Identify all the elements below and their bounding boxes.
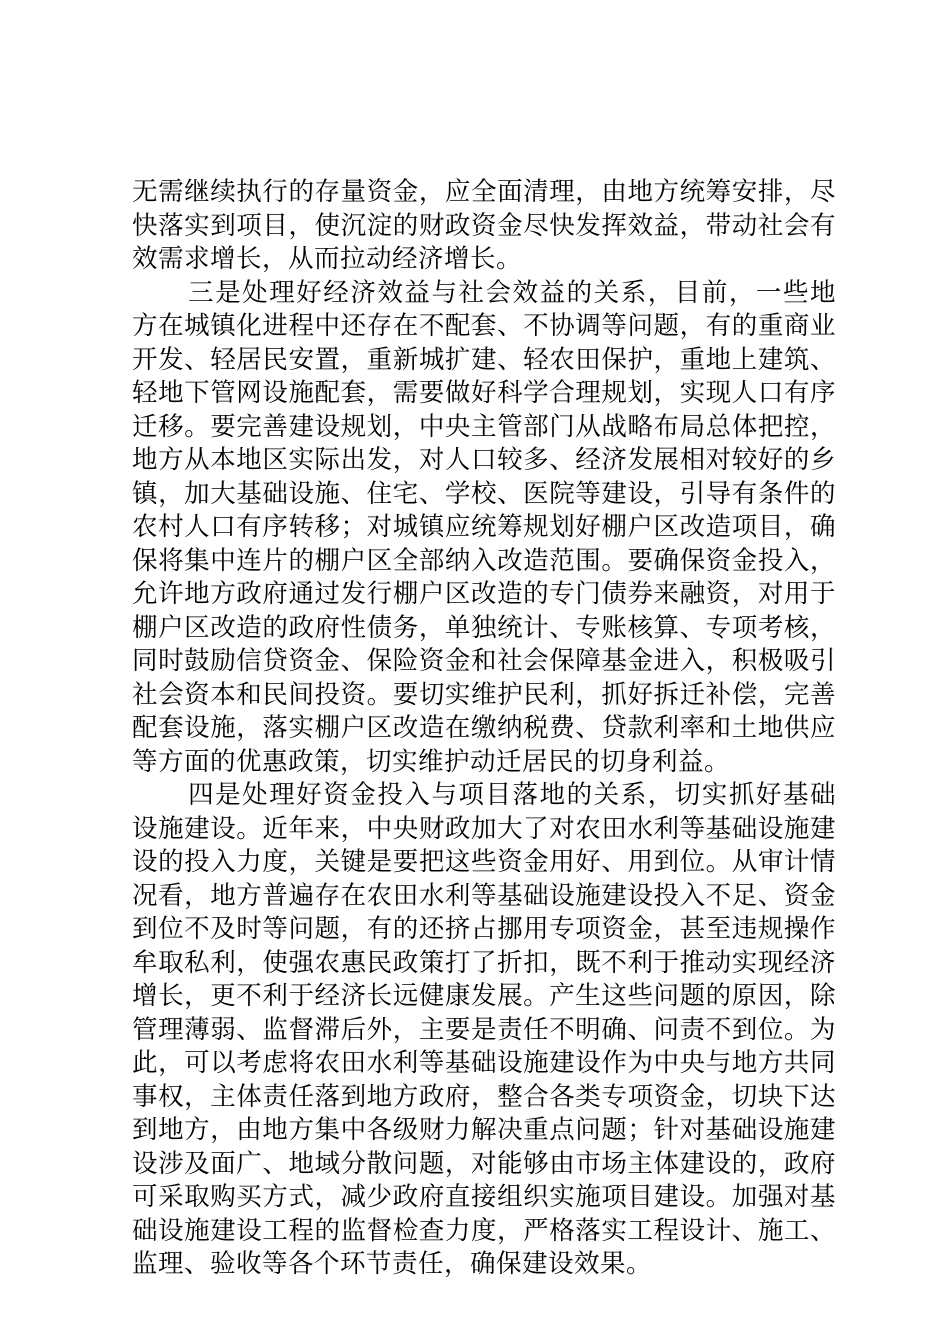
paragraph-three: 三是处理好经济效益与社会效益的关系，目前，一些地方在城镇化进程中还存在不配套、不协调等问题，有的重商业开发、轻居民安置，重新城扩建、轻农田保护，重地上建筑、轻地下管网设施配套，需要做好科学合理规划，实现人口有序迁移。要完善建设规划，中央主管部门从战略布局总体把控，地方从本地区实际出发，对人口较多、经济发展相对较好的乡镇，加大基础设施、住宅、学校、医院等建设，引导有条件的农村人口有序转移；对城镇应统筹规划好棚户区改造项目，确保将集中连片的棚户区全部纳入改造范围。要确保资金投入，允许地方政府通过发行棚户区改造的专门债券来融资，对用于棚户区改造的政府性债务，单独统计、专账核算、专项考核，同时鼓励信贷资金、保险资金和社会保障基金进入，积极吸引社会资本和民间投资。要切实维护民利，抓好拆迁补偿，完善配套设施，落实棚户区改造在缴纳税费、贷款利率和土地供应等方面的优惠政策，切实维护动迁居民的切身利益。 bbox=[132, 277, 836, 777]
document-body bbox=[132, 176, 836, 1282]
paragraph-continuation: 无需继续执行的存量资金，应全面清理，由地方统筹安排，尽快落实到项目，使沉淀的财政资金尽快发挥效益，带动社会有效需求增长，从而拉动经济增长。 bbox=[132, 177, 836, 274]
paragraph-four: 四是处理好资金投入与项目落地的关系，切实抓好基础设施建设。近年来，中央财政加大了对农田水利等基础设施建设的投入力度，关键是要把这些资金用好、用到位。从审计情况看，地方普遍存在农田水利等基础设施建设投入不足、资金到位不及时等问题，有的还挤占挪用专项资金，甚至违规操作牟取私利，使强农惠民政策打了折扣，既不利于推动实现经济增长，更不利于经济长远健康发展。产生这些问题的原因，除管理薄弱、监督滞后外，主要是责任不明确、问责不到位。为此，可以考虑将农田水利等基础设施建设作为中央与地方共同事权，主体责任落到地方政府，整合各类专项资金，切块下达到地方，由地方集中各级财力解决重点问题；针对基础设施建设涉及面广、地域分散问题，对能够由市场主体建设的，政府可采取购买方式，减少政府直接组织实施项目建设。加强对基础设施建设工程的监督检查力度，严格落实工程设计、施工、监理、验收等各个环节责任，确保建设效果。 bbox=[132, 780, 836, 1279]
